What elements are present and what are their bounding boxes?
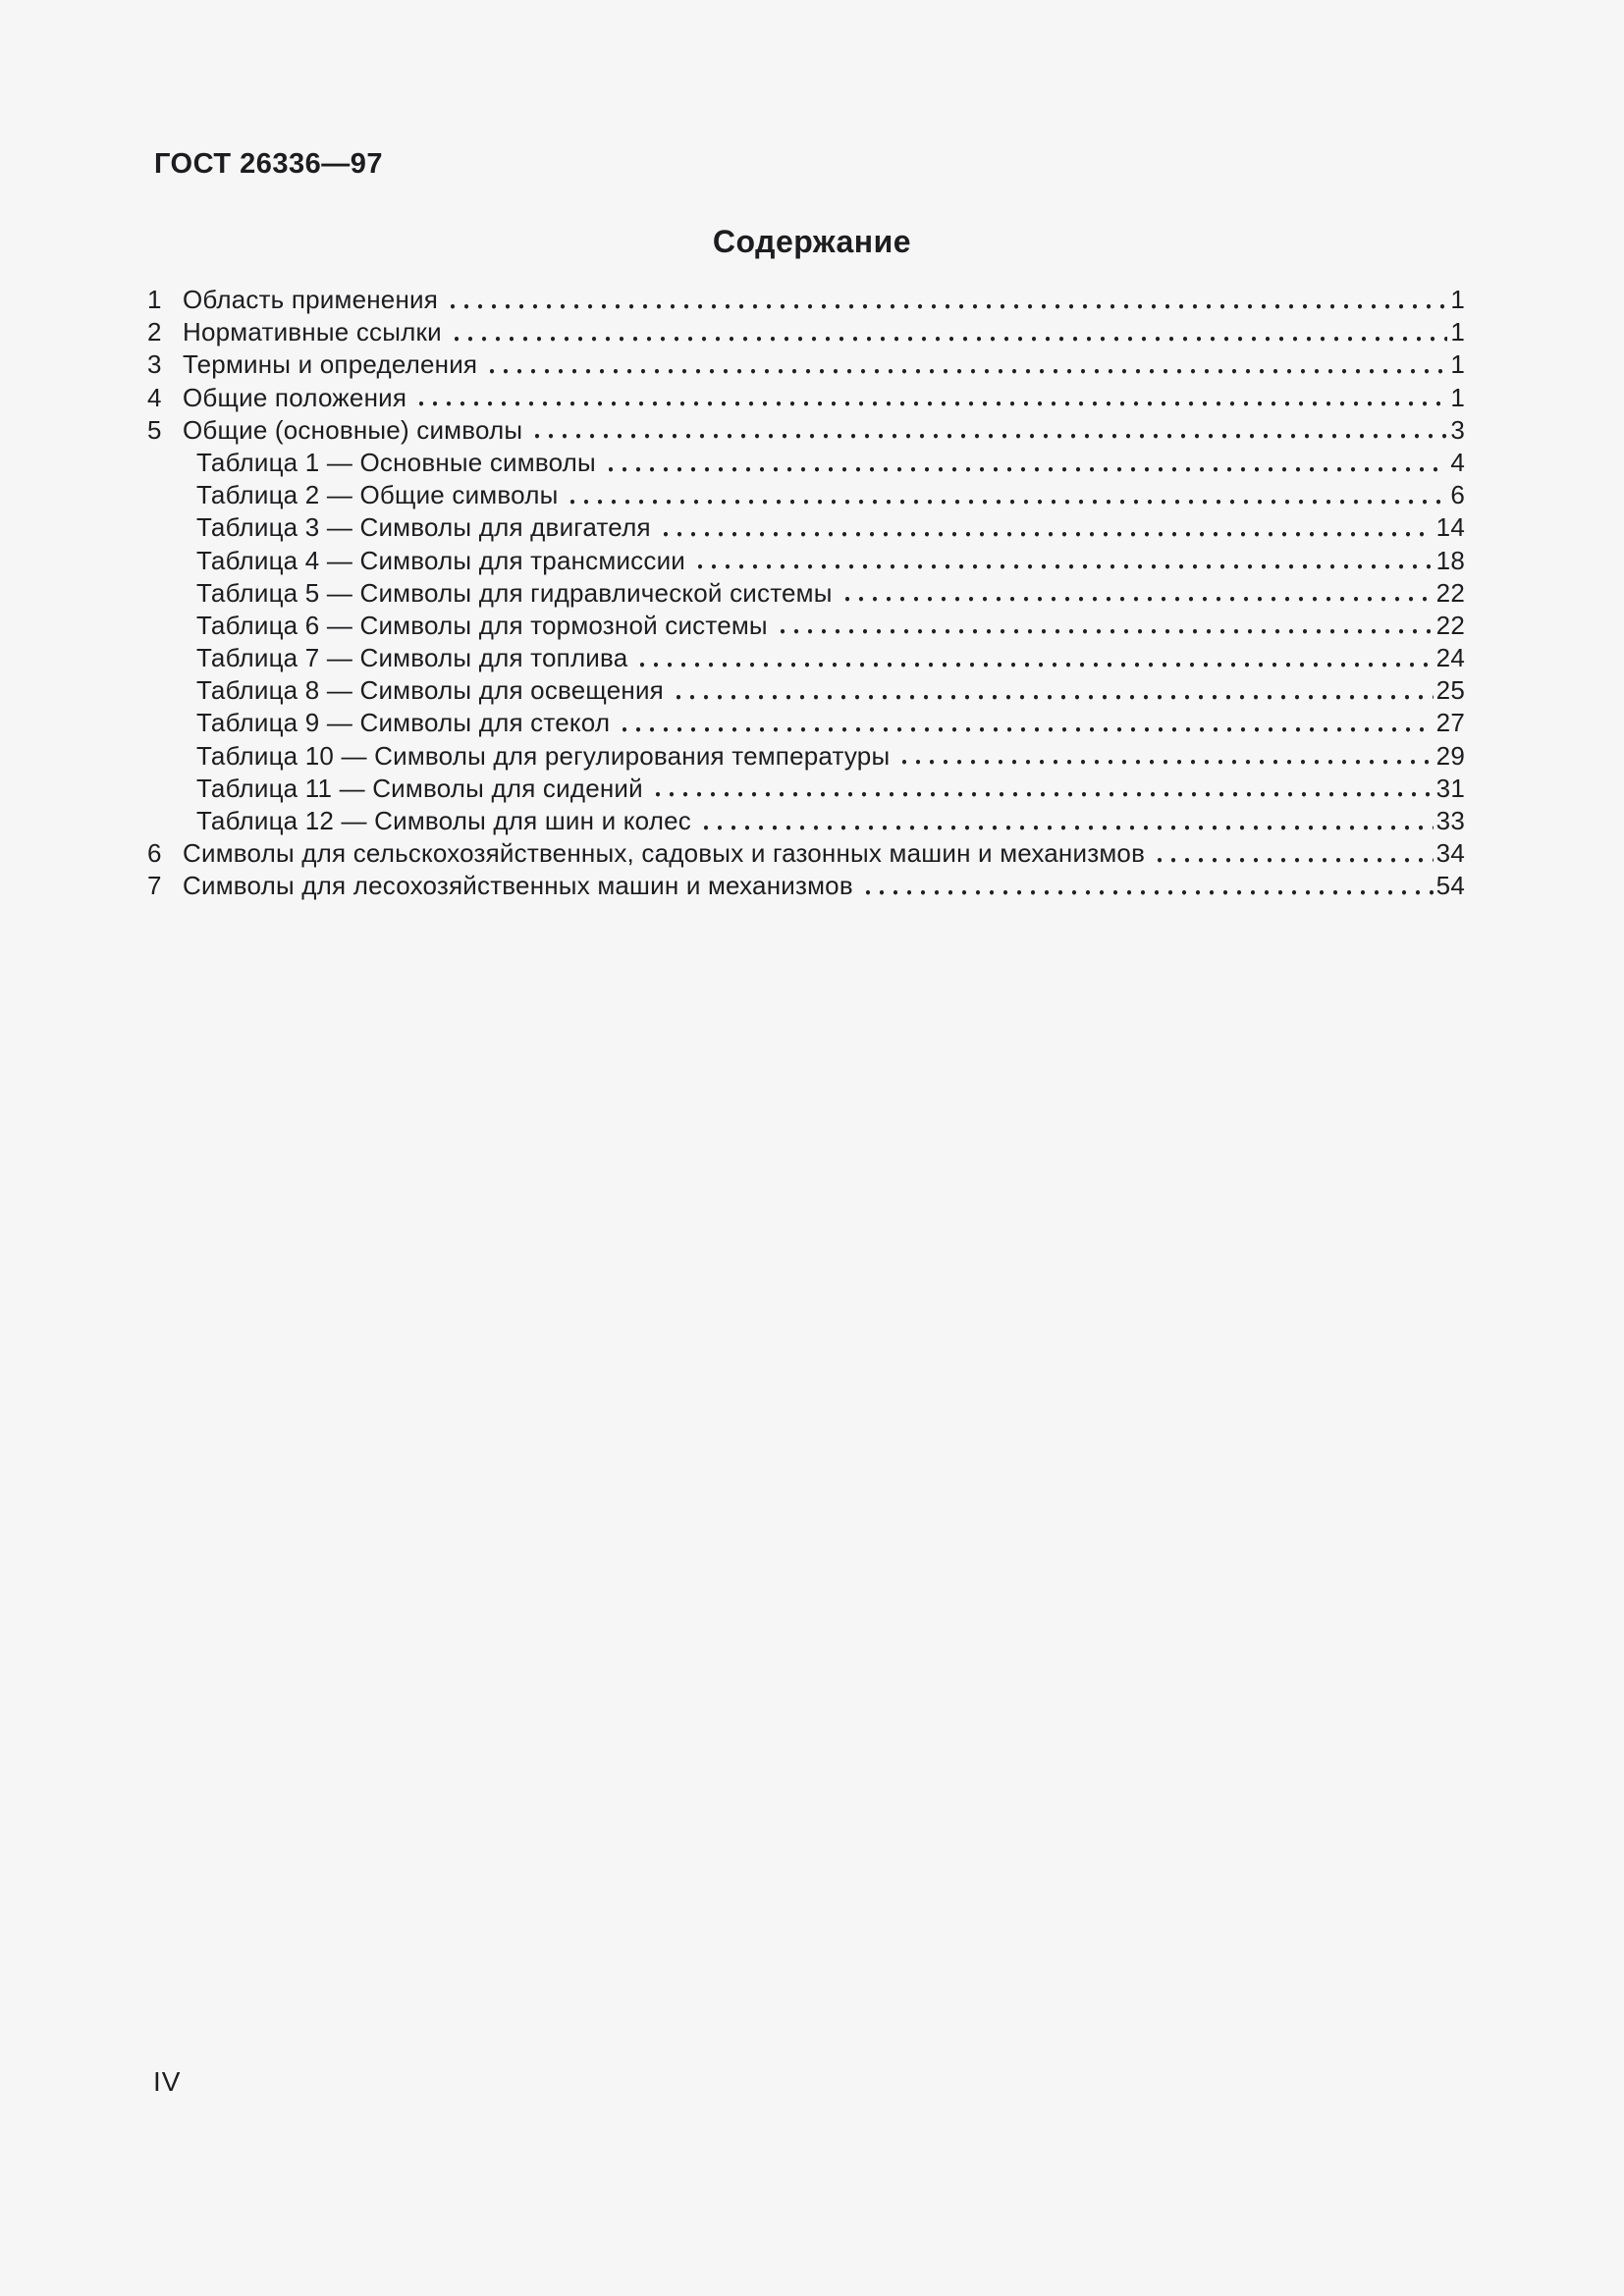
toc-entry	[147, 316, 1465, 348]
toc-entry	[147, 447, 1465, 479]
toc-entry-label: Таблица 4 — Символы для трансмиссии	[196, 545, 686, 575]
toc-entry-number: 7	[147, 871, 162, 901]
toc-entry-label: Таблица 12 — Символы для шин и колес	[196, 806, 691, 835]
toc-entry	[147, 610, 1465, 642]
toc-entry-label: Таблица 11 — Символы для сидений	[196, 773, 643, 803]
dot-leader	[664, 511, 1434, 544]
toc-entry-page: 1	[1450, 382, 1465, 412]
dot-leader	[781, 610, 1434, 642]
toc-entry-number: 6	[147, 838, 162, 869]
dot-leader	[451, 284, 1447, 316]
dot-leader	[455, 316, 1448, 348]
toc-entry-label: Таблица 2 — Общие символы	[196, 480, 559, 510]
toc-list	[147, 284, 1465, 903]
toc-entry-page: 25	[1435, 675, 1465, 706]
dot-leader	[656, 773, 1434, 805]
page-title: Содержание	[712, 224, 912, 259]
toc-entry-page: 4	[1450, 447, 1465, 477]
dot-leader	[490, 348, 1447, 381]
toc-entry	[147, 674, 1465, 707]
toc-entry	[147, 545, 1465, 577]
dot-leader	[902, 740, 1433, 773]
toc-entry	[147, 773, 1465, 805]
toc-entry-label: Общие положения	[183, 382, 407, 412]
toc-entry-page: 24	[1435, 643, 1465, 673]
toc-entry-number: 2	[147, 317, 162, 347]
toc-entry	[147, 511, 1465, 544]
toc-entry-label: Таблица 3 — Символы для двигателя	[196, 512, 651, 543]
toc-entry-page: 6	[1450, 480, 1465, 510]
toc-entry-label: Термины и определения	[183, 349, 478, 380]
dot-leader	[677, 674, 1434, 707]
toc-entry-page: 1	[1450, 317, 1465, 347]
toc-entry-page: 18	[1435, 545, 1465, 575]
toc-entry-page: 27	[1435, 708, 1465, 738]
dot-leader	[698, 545, 1434, 577]
toc-entry-page: 3	[1450, 414, 1465, 445]
dot-leader	[570, 479, 1447, 511]
dot-leader	[704, 805, 1434, 837]
toc-entry	[147, 479, 1465, 511]
toc-entry-label: Таблица 10 — Символы для регулирования температуры	[196, 740, 891, 771]
dot-leader	[1158, 837, 1434, 870]
toc-entry	[147, 740, 1465, 773]
toc-entry-label: Область применения	[183, 285, 439, 314]
toc-entry-page: 22	[1435, 577, 1465, 608]
toc-entry	[147, 707, 1465, 739]
toc-entry	[147, 837, 1465, 870]
toc-entry	[147, 284, 1465, 316]
dot-leader	[535, 414, 1447, 447]
dot-leader	[623, 707, 1433, 739]
toc-entry-number: 5	[147, 414, 162, 445]
toc-entry-label: Таблица 6 — Символы для тормозной системы	[196, 610, 768, 640]
toc-entry	[147, 642, 1465, 674]
toc-entry-label: Таблица 8 — Символы для освещения	[196, 675, 664, 706]
toc-entry-page: 29	[1435, 740, 1465, 771]
toc-entry-number: 1	[147, 285, 162, 314]
dot-leader	[640, 642, 1433, 674]
toc-entry-page: 54	[1435, 871, 1465, 901]
toc-entry-page: 1	[1450, 285, 1465, 314]
toc-entry	[147, 382, 1465, 414]
toc-entry-page: 33	[1435, 806, 1465, 835]
standard-code: ГОСТ 26336—97	[154, 148, 384, 180]
toc-entry	[147, 870, 1465, 902]
dot-leader	[845, 577, 1434, 610]
dot-leader	[609, 447, 1447, 479]
toc-entry-page: 34	[1435, 838, 1465, 869]
toc-entry-label: Таблица 5 — Символы для гидравлической системы	[196, 577, 833, 608]
toc-entry-page: 31	[1435, 773, 1465, 803]
toc-entry-label: Таблица 9 — Символы для стекол	[196, 708, 611, 738]
toc-entry-number: 3	[147, 349, 162, 380]
toc-entry	[147, 577, 1465, 610]
toc-entry-number: 4	[147, 382, 162, 412]
toc-entry-page: 1	[1450, 349, 1465, 380]
toc-entry-label: Таблица 7 — Символы для топлива	[196, 643, 628, 673]
toc-entry	[147, 805, 1465, 837]
dot-leader	[866, 870, 1434, 902]
toc-entry-page: 14	[1435, 512, 1465, 543]
toc-entry-label: Нормативные ссылки	[183, 317, 442, 347]
dot-leader	[419, 382, 1447, 414]
toc-entry-label: Общие (основные) символы	[183, 414, 523, 445]
page-number-footer: IV	[153, 2066, 182, 2097]
toc-entry	[147, 414, 1465, 447]
toc-entry-label: Символы для лесохозяйственных машин и механизмов	[183, 871, 853, 901]
toc-entry-label: Таблица 1 — Основные символы	[196, 447, 596, 477]
toc-entry-label: Символы для сельскохозяйственных, садовых и газонных машин и механизмов	[183, 838, 1146, 869]
toc-entry	[147, 348, 1465, 381]
toc-entry-page: 22	[1435, 610, 1465, 640]
